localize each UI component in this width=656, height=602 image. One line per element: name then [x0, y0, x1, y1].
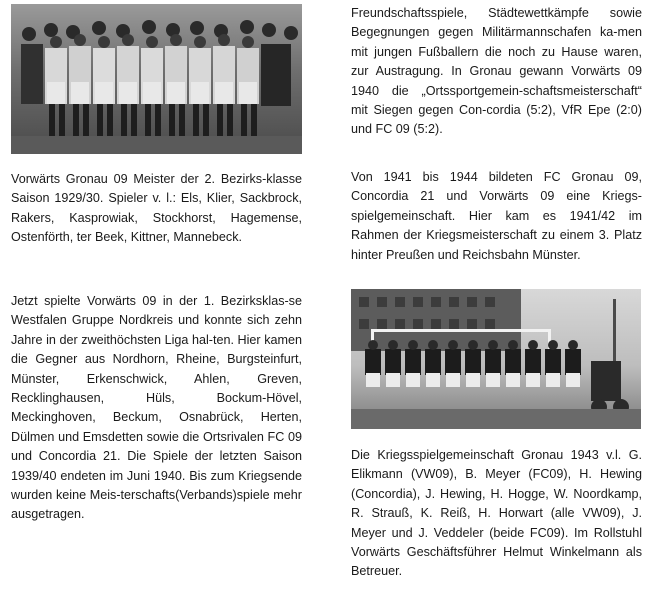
caption-1943: Die Kriegsspielgemeinschaft Gronau 1943 v.l. G. Elikmann (VW09), B. Meyer (FC09), H. Hewing (Concordia), J. Hewing, H. Hogge, W. Noordkamp, R. Strauß, K. Reiß, H. Horwart (alle VW09), J. Meyer und J. Veddeler (beide FC09). Im Rollstuhl Vorwärts Geschäftsführer Helmut Winkelmann als Betreuer. [351, 448, 642, 579]
team-photo-1943 [351, 289, 641, 429]
team-photo-1929 [11, 4, 302, 154]
paragraph-kriegsspielgemeinschaft: Von 1941 bis 1944 bildeten FC Gronau 09, Concordia 21 und Vorwärts 09 eine Kriegs-spielgemeinschaft. Hier kam es 1941/42 im Rahmen der Kriegsmeisterschaft zu einem 3. Platz hinter Preußen und Reichsbahn Münster. [351, 170, 642, 262]
paragraph-bezirksklasse: Jetzt spielte Vorwärts 09 in der 1. Bezirksklas-se Westfalen Gruppe Nordkreis und konnte sich zehn Jahre in der zweithöchsten Liga hal-ten. Hier kamen die Gegner aus Nordhorn, Rheine, Burgsteinfurt, Münster, Erkenschwick, Ahlen, Greven, Recklinghausen, Hüls, Bockum-Hövel, Meckinghoven, Beckum, Osnabrück, Herten, Dülmen und Emsdetten sowie die Ortsrivalen FC 09 und Concordia 21. Die Spiele der letzten Saison 1939/40 endeten im Juni 1940. Bis zum Kriegsende wurden keine Meis-terschafts(Verbands)spiele mehr ausgetragen. [11, 294, 302, 522]
caption-1929: Vorwärts Gronau 09 Meister der 2. Bezirks-klasse Saison 1929/30. Spieler v. l.: Els, Klier, Sackbrock, Rakers, Kasprowiak, Stockhorst, Hagemense, Ostenförth, ter Beek, Kittner, Mannebeck. [11, 172, 302, 245]
paragraph-freundschaftsspiele: Freundschaftsspiele, Städtewettkämpfe sowie Begegnungen gegen Militärmannschafen ka-men mit jungen Fußballern die noch zu Hause waren, zur Austragung. In Gronau gewann Vorwärts 09 1940 die „Ortssportgemein-schaftsmeisterschaft“ mit Siegen gegen Con-cordia (5:2), VfR Epe (2:0) und FC 09 (5:2). [351, 6, 642, 137]
